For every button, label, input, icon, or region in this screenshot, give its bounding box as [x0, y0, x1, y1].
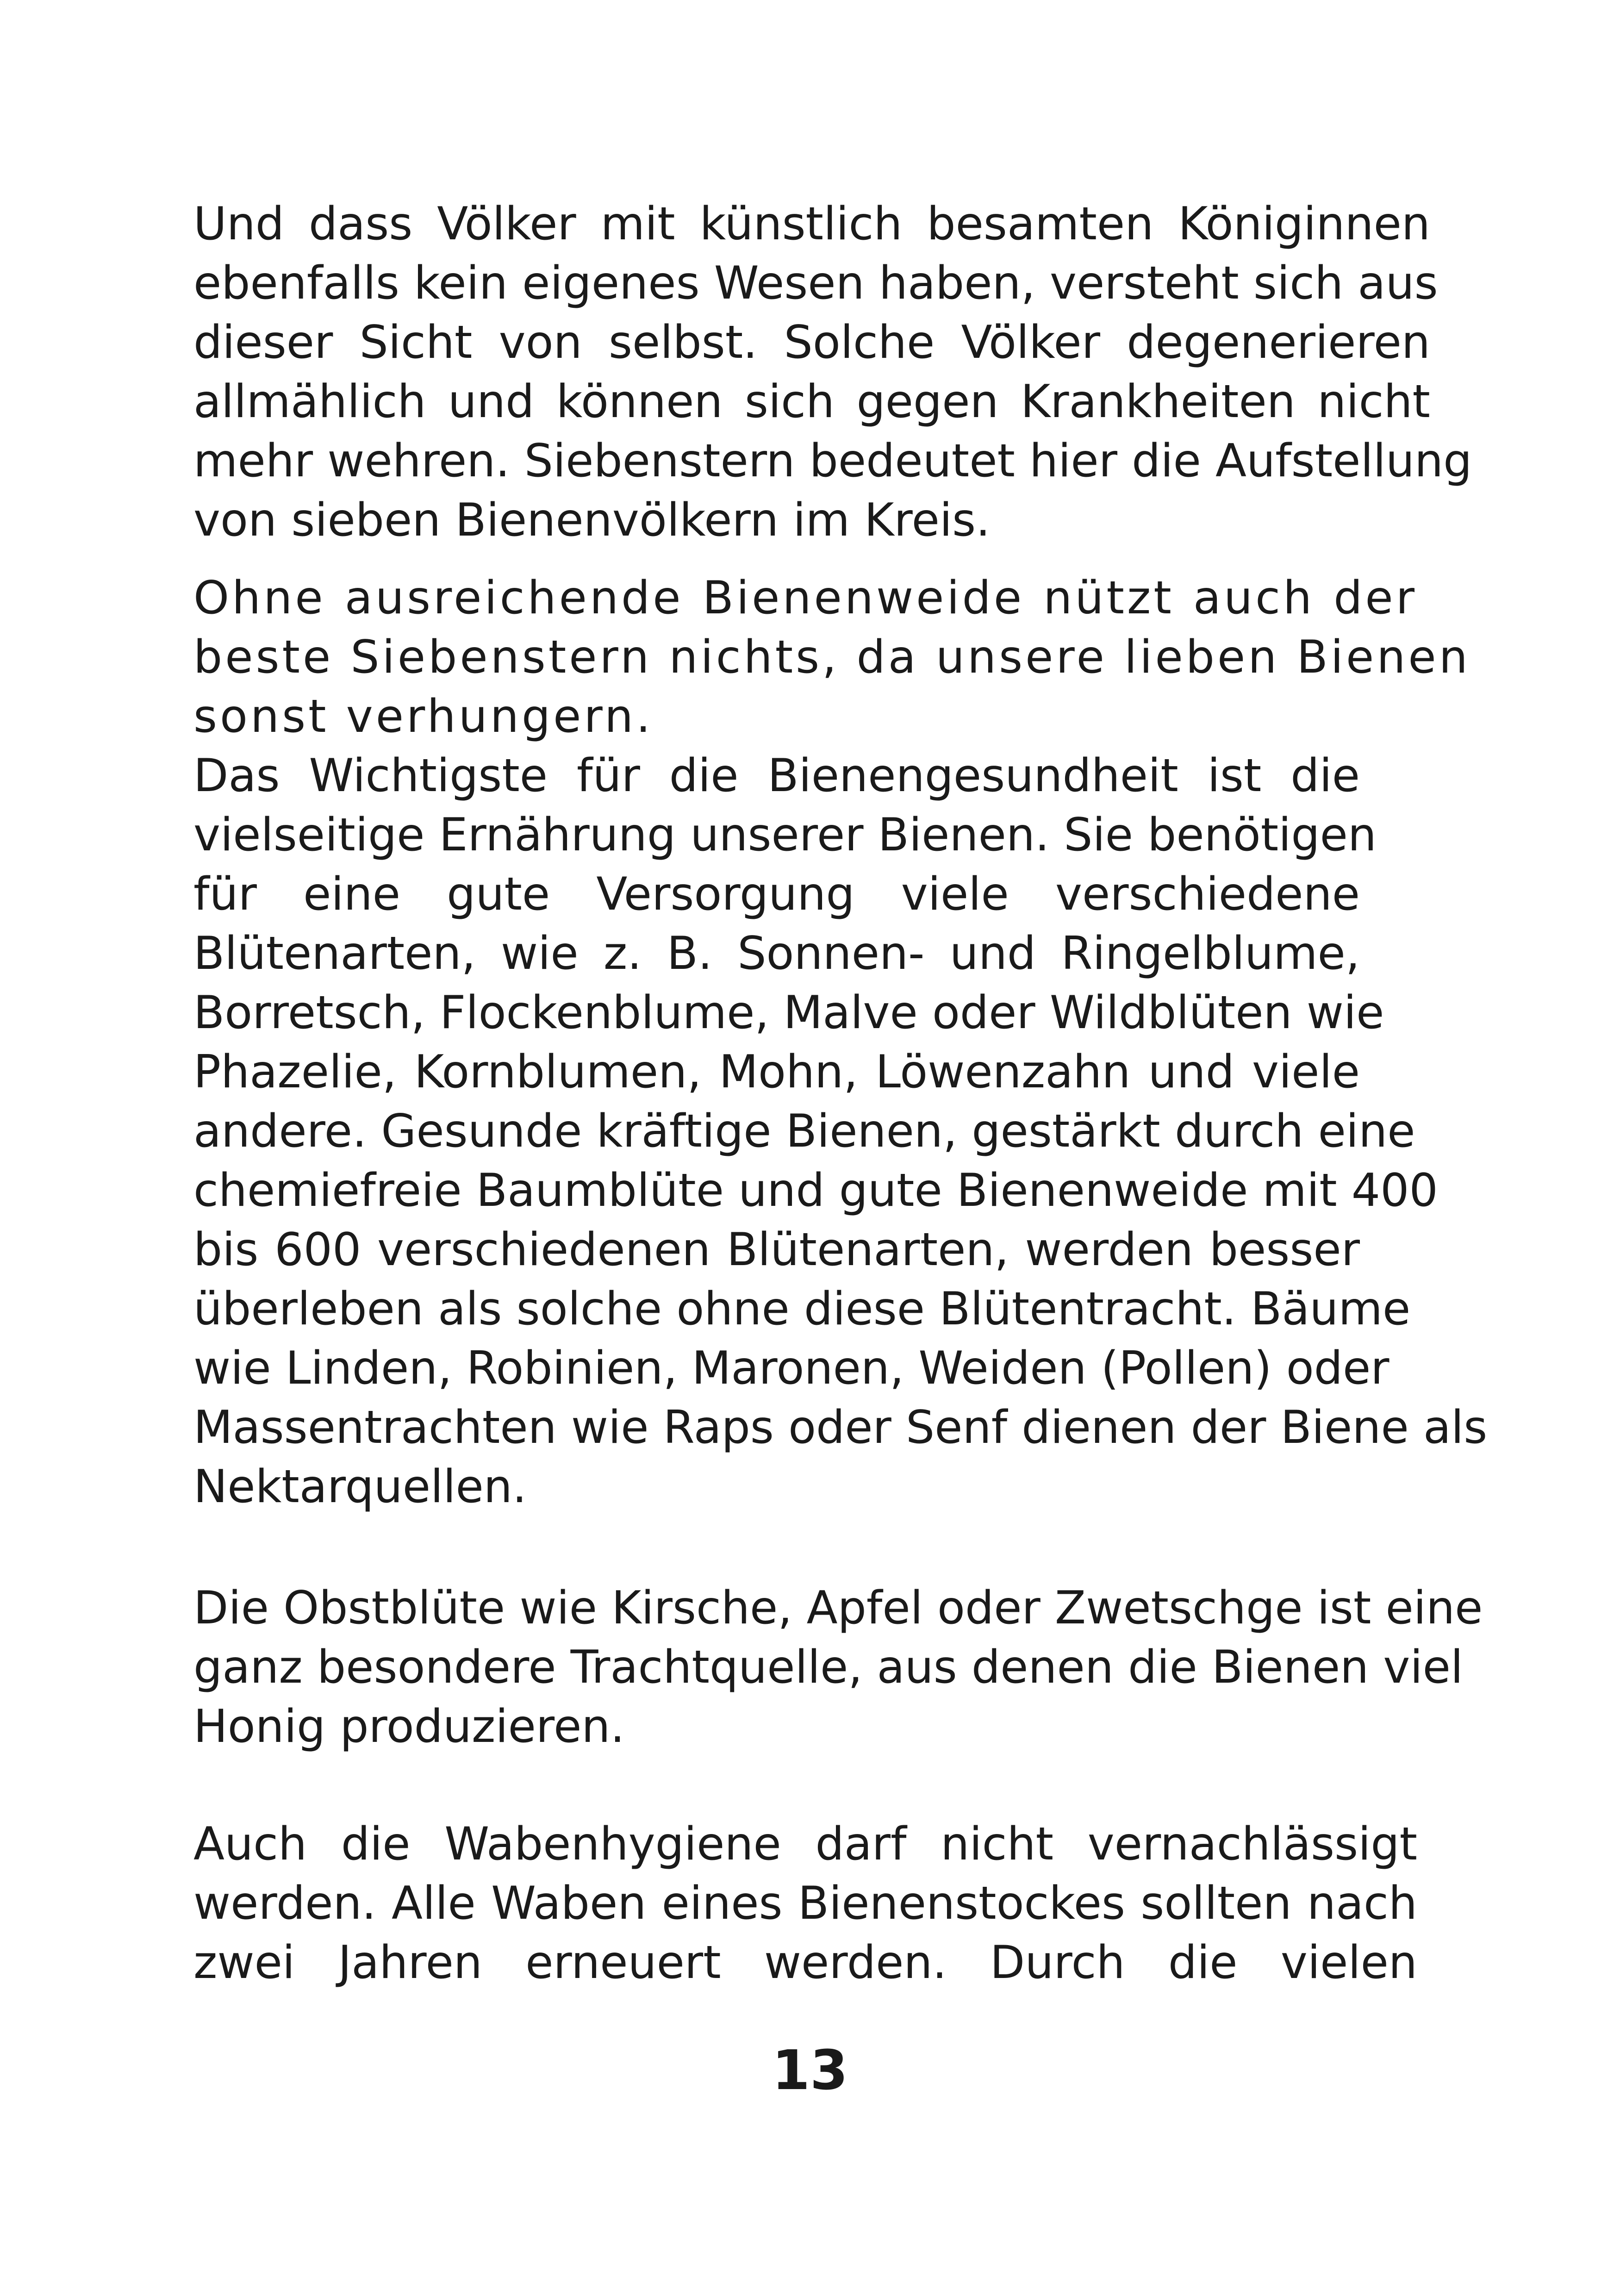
text-line: Nektarquellen.: [193, 1460, 527, 1513]
text-line: Die Obstblüte wie Kirsche, Apfel oder Zwetschge ist eine: [193, 1582, 1483, 1635]
text-line: Honig produzieren.: [193, 1700, 625, 1753]
paragraph-comb-hygiene: [193, 1815, 1417, 1992]
text-line: beste Siebenstern nichts, da unsere lieben Bienen: [193, 631, 1470, 684]
text-line: Auch die Wabenhygiene darf nicht vernachlässigt: [193, 1818, 1417, 1871]
paragraph-bee-pasture: [193, 568, 1470, 746]
text-line: sonst verhungern.: [193, 690, 654, 743]
text-line: andere. Gesunde kräftige Bienen, gestärkt durch eine: [193, 1105, 1415, 1158]
text-line: bis 600 verschiedenen Blütenarten, werden besser: [193, 1223, 1360, 1276]
text-line: allmählich und können sich gegen Krankheiten nicht: [193, 375, 1430, 428]
text-line: vielseitige Ernährung unserer Bienen. Sie benötigen: [193, 809, 1377, 861]
paragraph-fruit-blossom: [193, 1578, 1483, 1756]
text-line: wie Linden, Robinien, Maronen, Weiden (Pollen) oder: [193, 1342, 1389, 1395]
paragraph-artificial-insemination: [193, 194, 1472, 550]
text-line: für eine gute Versorgung viele verschiedene: [193, 868, 1360, 921]
text-line: Ohne ausreichende Bienenweide nützt auch der: [193, 572, 1417, 624]
text-line: Borretsch, Flockenblume, Malve oder Wildblüten wie: [193, 986, 1384, 1039]
text-line: werden. Alle Waben eines Bienenstockes sollten nach: [193, 1877, 1417, 1930]
text-line: ebenfalls kein eigenes Wesen haben, versteht sich aus: [193, 257, 1438, 310]
page-number: 13: [772, 2038, 848, 2102]
text-line: ganz besondere Trachtquelle, aus denen die Bienen viel: [193, 1641, 1464, 1694]
text-line: chemiefreie Baumblüte und gute Bienenweide mit 400: [193, 1164, 1438, 1217]
text-line: überleben als solche ohne diese Blütentracht. Bäume: [193, 1283, 1411, 1335]
text-line: von sieben Bienenvölkern im Kreis.: [193, 494, 991, 547]
text-line: Und dass Völker mit künstlich besamten Königinnen: [193, 198, 1430, 250]
text-line: Das Wichtigste für die Bienengesundheit ist die: [193, 749, 1360, 802]
text-line: Massentrachten wie Raps oder Senf dienen der Biene als: [193, 1401, 1488, 1454]
text-line: mehr wehren. Siebenstern bedeutet hier die Aufstellung: [193, 435, 1472, 487]
text-line: Phazelie, Kornblumen, Mohn, Löwenzahn und viele: [193, 1046, 1360, 1098]
text-line: zwei Jahren erneuert werden. Durch die vielen: [193, 1936, 1417, 1989]
paragraph-bee-nutrition: [193, 746, 1488, 1516]
text-line: Blütenarten, wie z. B. Sonnen- und Ringelblume,: [193, 927, 1360, 980]
text-line: dieser Sicht von selbst. Solche Völker degenerieren: [193, 316, 1430, 369]
